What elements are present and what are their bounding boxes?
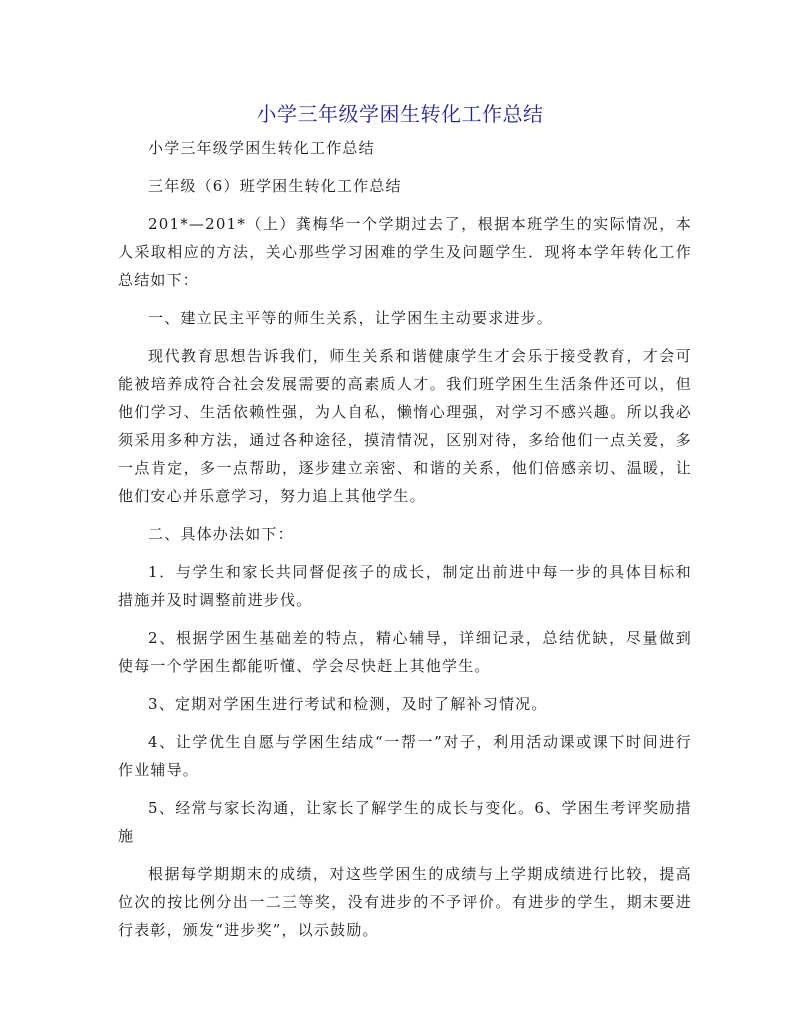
class-heading-paragraph: 三年级（6）班学困生转化工作总结 xyxy=(148,177,402,195)
section-two-heading: 二、具体办法如下： xyxy=(148,525,294,543)
method-item-5-6: 5、经常与家长沟通，让家长了解学生的成长与变化。6、学困生考评奖励措施 xyxy=(118,799,692,845)
document-body xyxy=(118,134,692,954)
subtitle-paragraph: 小学三年级学困生转化工作总结 xyxy=(148,139,375,157)
section-one-body: 现代教育思想告诉我们，师生关系和谐健康学生才会乐于接受教育，才会可能被培养成符合社会发展需要的高素质人才。我们班学困生生活条件还可以，但他们学习、生活依赖性强，为人自私，懒惰心理强，对学习不感兴趣。所以我必须采用多种方法，通过各种途径，摸清情况，区别对待，多给他们一点关爱，多一点肯定，多一点帮助，逐步建立亲密、和谐的关系，他们倍感亲切、温暖，让他们安心并乐意学习，努力追上其他学生。 xyxy=(118,347,692,505)
document-title: 小学三年级学困生转化工作总结 xyxy=(256,102,544,126)
method-item-3: 3、定期对学困生进行考试和检测，及时了解补习情况。 xyxy=(148,695,548,713)
intro-paragraph: 201*—201*（上）龚梅华一个学期过去了，根据本班学生的实际情况，本人采取相应的方法，关心那些学习困难的学生及问题学生．现将本学年转化工作总结如下： xyxy=(118,215,692,289)
method-item-1: 1．与学生和家长共同督促孩子的成长，制定出前进中每一步的具体目标和措施并及时调整前进步伐。 xyxy=(118,563,692,609)
method-item-2: 2、根据学困生基础差的特点，精心辅导，详细记录，总结优缺，尽量做到使每一个学困生都能听懂、学会尽快赶上其他学生。 xyxy=(118,629,692,675)
section-one-heading: 一、建立民主平等的师生关系，让学困生主动要求进步。 xyxy=(148,309,554,327)
reward-paragraph: 根据每学期期末的成绩，对这些学困生的成绩与上学期成绩进行比较，提高位次的按比例分出一二三等奖，没有进步的不予评价。有进步的学生，期末要进行表彰，颁发“进步奖”，以示鼓励。 xyxy=(118,865,692,939)
method-item-4: 4、让学优生自愿与学困生结成“一帮一”对子，利用活动课或课下时间进行作业辅导。 xyxy=(118,733,692,779)
